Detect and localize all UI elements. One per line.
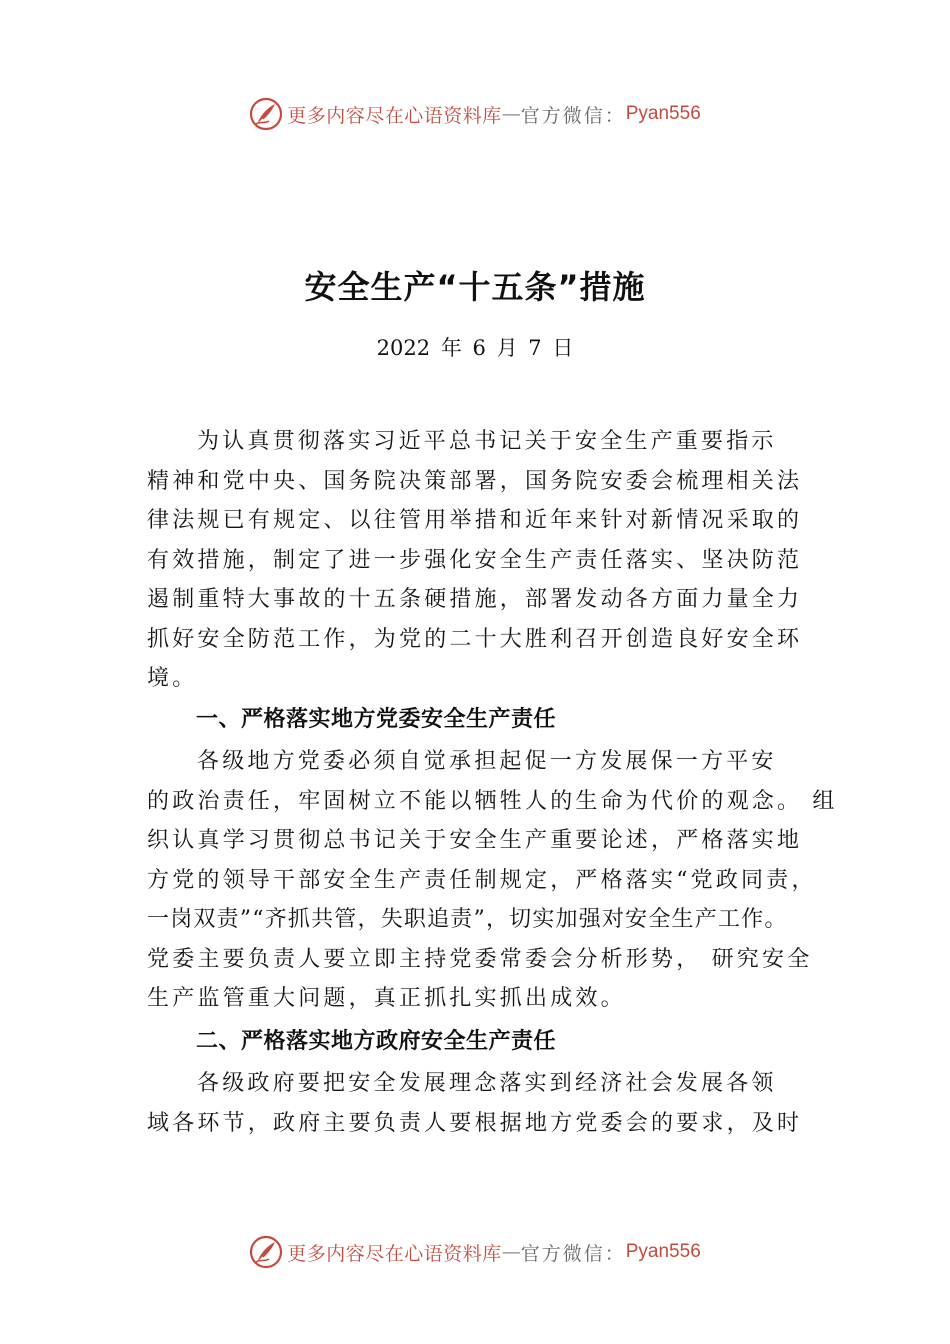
paragraph-line: 各级政府要把安全发展理念落实到经济社会发展各领 [197,1071,777,1096]
paragraph-line: 境。 [147,666,198,691]
section-2-paragraph [147,1064,817,1143]
paragraph-line: 律法规已有规定、以往管用举措和近年来针对新情况采取的 [147,508,803,533]
watermark-wechat-label: 官方微信： [520,104,626,127]
paragraph-line: 生产监管重大问题，真正抓扎实抓出成效。 [147,986,626,1011]
paragraph-line: 的政治责任，牢固树立不能以牺牲人的生命为代价的观念。 组 [147,788,838,814]
watermark-site-name: 更多内容尽在心语资料库 [287,104,502,127]
paragraph-line: 织认真学习贯彻总书记关于安全生产重要论述，严格落实地 [147,828,803,853]
paragraph-line: 有效措施，制定了进一步强化安全生产责任落实、坚决防范 [147,547,803,573]
date-year-unit: 年 [440,336,462,360]
date-year: 2022 [376,336,431,360]
date-month-unit: 月 [496,336,518,360]
watermark-site-name: 更多内容尽在心语资料库 [287,1242,502,1265]
pen-logo-icon [249,1235,283,1269]
paragraph-line: 为认真贯彻落实习近平总书记关于安全生产重要指示 [197,429,777,454]
intro-paragraph [147,422,817,699]
date-day: 7 [528,336,542,360]
watermark-wechat-id: Pyan556 [625,103,701,124]
pen-logo-icon [249,97,283,131]
document-title: 安全生产“十五条”措施 [304,268,646,306]
watermark-footer [0,1232,950,1272]
section-1-heading: 一、严格落实地方党委安全生产责任 [196,707,557,732]
watermark-wechat-label: 官方微信： [520,1242,626,1265]
paragraph-line: 党委主要负责人要立即主持党委常委会分析形势， 研究安全 [147,946,813,972]
paragraph-line: 域各环节，政府主要负责人要根据地方党委会的要求，及时 [147,1110,803,1136]
paragraph-line: 各级地方党委必须自觉承担起促一方发展保一方平安 [197,749,777,774]
watermark-wechat-id: Pyan556 [625,1241,701,1262]
watermark-separator: — [501,1241,521,1263]
date-month: 6 [472,336,486,360]
paragraph-line: 抓好安全防范工作，为党的二十大胜利召开创造良好安全环 [147,626,803,652]
watermark-separator: — [501,103,521,125]
date-day-unit: 日 [552,336,574,360]
paragraph-line: 一岗双责”“齐抓共管，失职追责”，切实加强对安全生产工作。 [147,907,788,932]
paragraph-line: 精神和党中央、国务院决策部署，国务院安委会梳理相关法 [147,468,803,494]
section-1-paragraph [147,742,838,1019]
watermark-header [0,94,950,134]
paragraph-line: 遏制重特大事故的十五条硬措施，部署发动各方面力量全力 [147,587,803,612]
paragraph-line: 方党的领导干部安全生产责任制规定，严格落实“党政同责， [147,867,817,893]
document-date [0,332,950,362]
section-2-heading: 二、严格落实地方政府安全生产责任 [196,1029,557,1054]
